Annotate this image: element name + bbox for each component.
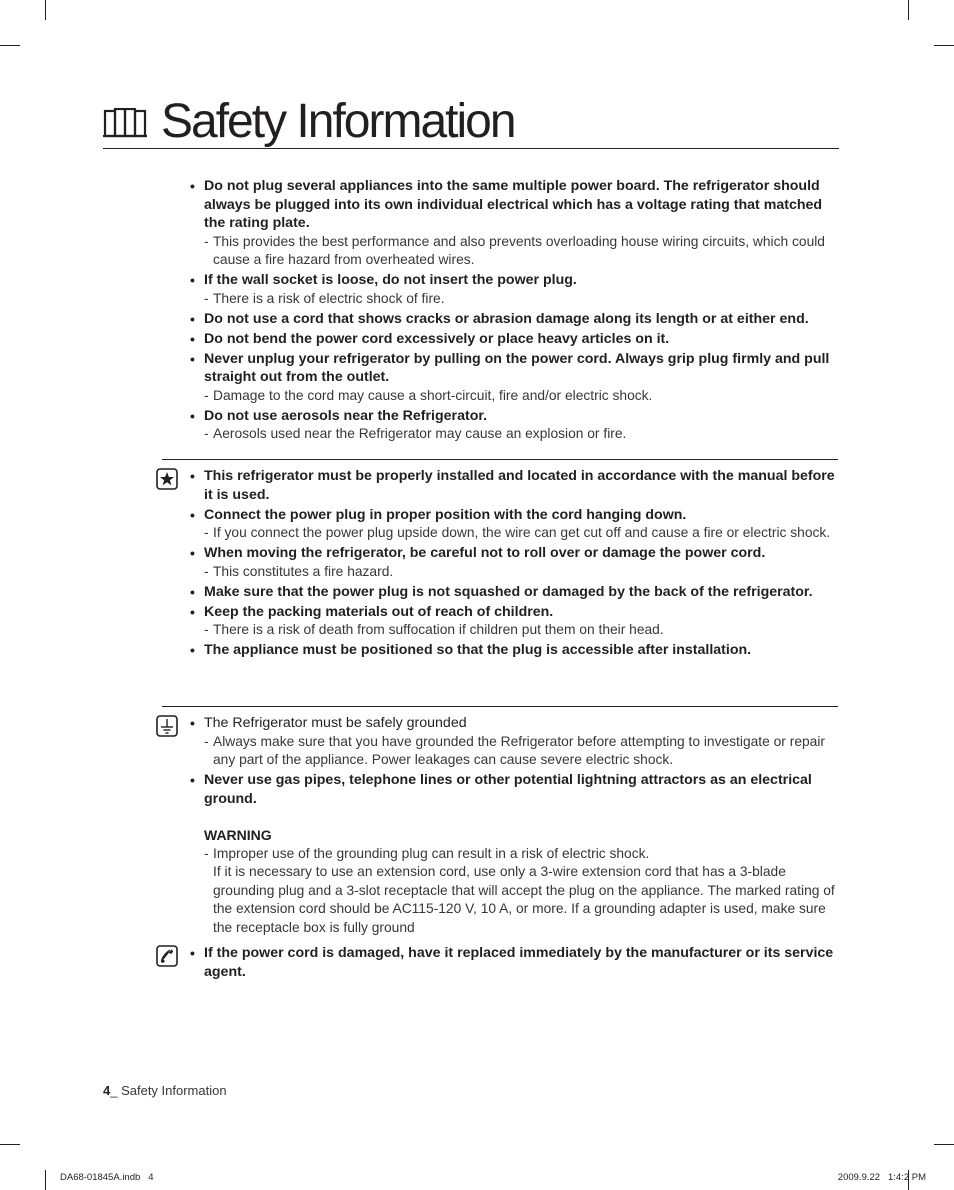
item-text: Keep the packing materials out of reach of children. bbox=[204, 603, 554, 620]
sub-item: - This provides the best performance and also prevents overloading house wiring circuits, which could cause a fire hazard from overheated wires. bbox=[204, 233, 825, 267]
safety-list-grounding bbox=[190, 714, 840, 937]
item-text: Do not use aerosols near the Refrigerator. bbox=[204, 407, 488, 424]
sub-item: - This constitutes a fire hazard. bbox=[204, 563, 394, 579]
safety-list-service bbox=[190, 944, 840, 983]
item-text: Never use gas pipes, telephone lines or other potential lightning attractors as an electrical ground. bbox=[204, 772, 812, 807]
list-item bbox=[190, 583, 840, 602]
item-text: If the wall socket is loose, do not insert the power plug. bbox=[204, 272, 577, 288]
ground-icon bbox=[156, 715, 178, 737]
bullet: • bbox=[190, 715, 195, 731]
crop-mark bbox=[934, 1144, 954, 1145]
crop-mark bbox=[0, 1144, 20, 1145]
list-item bbox=[190, 330, 840, 349]
list-item bbox=[190, 271, 840, 308]
item-text: Do not use a cord that shows cracks or abrasion damage along its length or at either end. bbox=[204, 310, 809, 327]
crop-mark bbox=[45, 0, 46, 20]
safety-list-installation bbox=[190, 467, 840, 661]
item-text: Connect the power plug in proper position with the cord hanging down. bbox=[204, 506, 687, 523]
bullet: • bbox=[190, 330, 195, 347]
bullet: • bbox=[190, 506, 195, 523]
sub-item: - Always make sure that you have grounded the Refrigerator before attempting to investigate or repair any part of the appliance. Power leakages can cause severe electric shock. bbox=[204, 733, 826, 767]
list-item bbox=[190, 771, 840, 808]
bullet: • bbox=[190, 583, 195, 600]
bullet: • bbox=[190, 603, 195, 620]
sub-item: - Damage to the cord may cause a short-circuit, fire and/or electric shock. bbox=[204, 387, 653, 403]
list-item bbox=[190, 407, 840, 444]
item-text: The appliance must be positioned so that the plug is accessible after installation. bbox=[204, 642, 752, 658]
item-text: This refrigerator must be properly installed and located in accordance with the manual before it is used. bbox=[204, 468, 835, 503]
safety-list-general bbox=[190, 177, 840, 445]
list-item bbox=[190, 714, 840, 770]
item-text: Make sure that the power plug is not squashed or damaged by the back of the refrigerator. bbox=[204, 583, 813, 600]
bullet: • bbox=[190, 350, 195, 367]
list-item bbox=[190, 310, 840, 329]
list-item bbox=[190, 544, 840, 581]
warning-body bbox=[190, 845, 840, 938]
bullet: • bbox=[190, 272, 195, 288]
item-text: When moving the refrigerator, be careful not to roll over or damage the power cord. bbox=[204, 545, 766, 561]
footer-separator: _ bbox=[110, 1083, 122, 1098]
page-header bbox=[103, 96, 839, 149]
list-item bbox=[190, 467, 840, 504]
sub-item: - Improper use of the grounding plug can result in a risk of electric shock. If it is necessary to use an extension cord, use only a 3-wire extension cord that has a 3-blade grounding plug and a 3-slot receptacle that will accept the plug on the appliance. The marked rating of the extension cord should be AC115-120 V, 10 A, or more. If a grounding adapter is used, make sure the receptacle box is fully ground bbox=[204, 845, 835, 935]
item-text: Do not bend the power cord excessively or place heavy articles on it. bbox=[204, 330, 670, 347]
bullet: • bbox=[190, 310, 195, 327]
bullet: • bbox=[190, 642, 195, 658]
section-divider bbox=[162, 706, 838, 707]
book-icon bbox=[103, 108, 147, 138]
page-title: Safety Information bbox=[161, 95, 515, 148]
crop-mark bbox=[908, 0, 909, 20]
sub-item: - There is a risk of death from suffocation if children put them on their head. bbox=[204, 622, 664, 637]
warning-heading: WARNING bbox=[204, 827, 272, 843]
crop-mark bbox=[934, 45, 954, 46]
item-text: If the power cord is damaged, have it replaced immediately by the manufacturer or its service agent. bbox=[204, 945, 834, 980]
list-item bbox=[190, 506, 840, 543]
footer-label: Safety Information bbox=[121, 1083, 227, 1098]
bullet: • bbox=[190, 178, 195, 194]
print-slug-file: DA68-01845A.indb 4 bbox=[60, 1172, 154, 1183]
crop-mark bbox=[0, 45, 20, 46]
item-text: The Refrigerator must be safely grounded bbox=[204, 715, 467, 731]
list-item bbox=[190, 944, 840, 981]
sub-item: - There is a risk of electric shock of fire. bbox=[204, 290, 445, 306]
bullet: • bbox=[190, 468, 195, 484]
list-item bbox=[190, 350, 840, 406]
bullet: • bbox=[190, 772, 195, 788]
star-icon bbox=[156, 468, 178, 490]
page-footer bbox=[103, 1083, 227, 1098]
print-slug-date: 2009.9.22 1:4:2 PM bbox=[837, 1172, 926, 1183]
bullet: • bbox=[190, 945, 195, 961]
sub-item: - Aerosols used near the Refrigerator may cause an explosion or fire. bbox=[204, 426, 627, 441]
page-number: 4 bbox=[103, 1083, 111, 1098]
sub-item: - If you connect the power plug upside down, the wire can get cut off and cause a fire or electric shock. bbox=[204, 525, 831, 540]
bullet: • bbox=[190, 545, 195, 561]
list-item bbox=[190, 177, 840, 270]
list-item bbox=[190, 641, 840, 660]
list-item bbox=[190, 603, 840, 640]
phone-icon bbox=[156, 945, 178, 967]
item-text: Never unplug your refrigerator by pulling on the power cord. Always grip plug firmly and pull straight out from the outlet. bbox=[204, 350, 830, 385]
crop-mark bbox=[45, 1170, 46, 1190]
item-text: Do not plug several appliances into the same multiple power board. The refrigerator should always be plugged into its own individual electrical which has a voltage rating that matched the rating plate. bbox=[204, 178, 823, 231]
section-divider bbox=[162, 459, 838, 460]
bullet: • bbox=[190, 407, 195, 424]
